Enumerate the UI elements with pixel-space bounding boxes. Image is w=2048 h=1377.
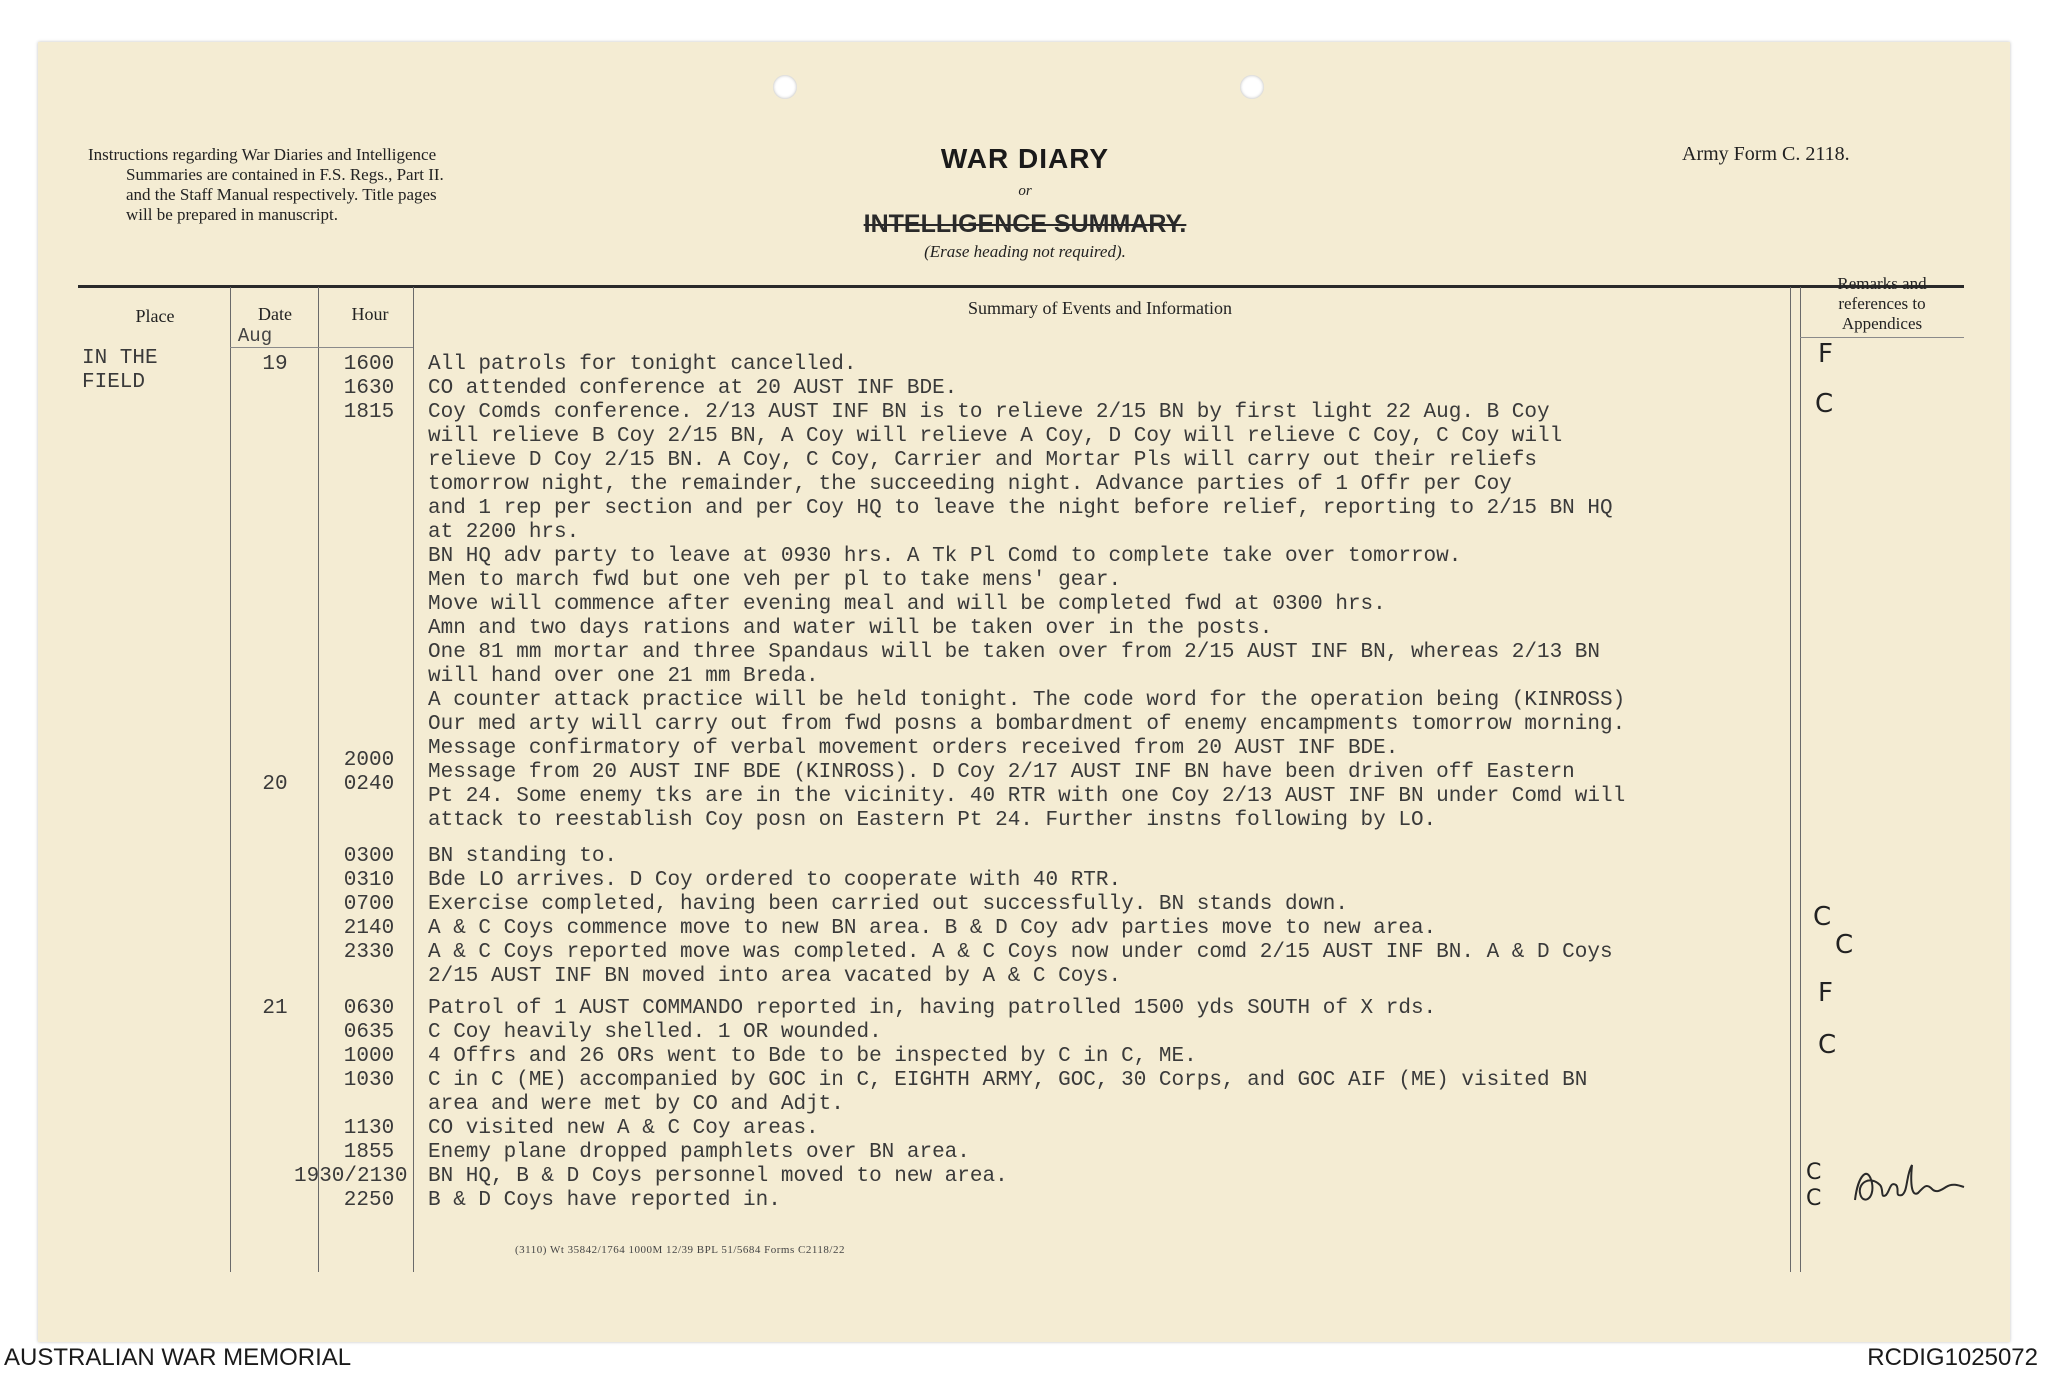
intelligence-summary-title: INTELLIGENCE SUMMARY. xyxy=(863,210,1187,238)
summary-line: at 2200 hrs. xyxy=(428,521,580,544)
summary-line: CO attended conference at 20 AUST INF BDE. xyxy=(428,377,958,400)
hour-cell: 0635 xyxy=(343,1021,395,1044)
summary-line: C in C (ME) accompanied by GOC in C, EIGHTH ARMY, GOC, 30 Corps, and GOC AIF (ME) visited BN xyxy=(428,1069,1588,1092)
date-cell: 21 xyxy=(262,997,288,1020)
instructions-line: and the Staff Manual respectively. Title pages xyxy=(126,185,437,204)
hour-cell: 2250 xyxy=(343,1189,395,1212)
summary-line: Message from 20 AUST INF BDE (KINROSS). D Coy 2/17 AUST INF BN have been driven off Eastern xyxy=(428,761,1575,784)
remark-mark: C xyxy=(1815,389,1834,419)
archive-label: AUSTRALIAN WAR MEMORIAL xyxy=(4,1344,352,1371)
summary-line: 4 Offrs and 26 ORs went to Bde to be inspected by C in C, ME. xyxy=(428,1045,1197,1068)
summary-line: Our med arty will carry out from fwd posns a bombardment of enemy encampments tomorrow morning. xyxy=(428,713,1626,736)
place-cell xyxy=(82,347,158,395)
hour-cell: 2000 xyxy=(343,749,395,772)
form-print-line: (3110) Wt 35842/1764 1000M 12/39 BPL 51/5684 Forms C2118/22 xyxy=(515,1244,845,1256)
summary-line: A & C Coys commence move to new BN area. B & D Coy adv parties move to new area. xyxy=(428,917,1437,940)
header-rule xyxy=(78,285,1964,288)
hour-cell: 0300 xyxy=(343,845,395,868)
summary-line: BN HQ, B & D Coys personnel moved to new area. xyxy=(428,1165,1008,1188)
instructions-text xyxy=(88,145,608,225)
summary-line: tomorrow night, the remainder, the succeeding night. Advance parties of 1 Offr per Coy xyxy=(428,473,1512,496)
summary-line: Enemy plane dropped pamphlets over BN area. xyxy=(428,1141,970,1164)
hour-cell: 1600 xyxy=(343,353,395,376)
remark-mark: C xyxy=(1818,1030,1837,1060)
summary-line: B & D Coys have reported in. xyxy=(428,1189,781,1212)
summary-line: Coy Comds conference. 2/13 AUST INF BN is to relieve 2/15 BN by first light 22 Aug. B Coy xyxy=(428,401,1550,424)
column-header-date: Date xyxy=(258,304,292,324)
army-form-label: Army Form C. 2118. xyxy=(1682,143,1850,165)
summary-line: Men to march fwd but one veh per pl to take mens' gear. xyxy=(428,569,1122,592)
summary-line: Exercise completed, having been carried out successfully. BN stands down. xyxy=(428,893,1348,916)
summary-line: Bde LO arrives. D Coy ordered to cooperate with 40 RTR. xyxy=(428,869,1122,892)
instructions-line: Summaries are contained in F.S. Regs., Part II. xyxy=(126,165,444,184)
or-text: or xyxy=(1018,183,1032,199)
summary-line: All patrols for tonight cancelled. xyxy=(428,353,857,376)
date-cell: 20 xyxy=(262,773,288,796)
hour-cell: 1930/2130 xyxy=(294,1165,408,1188)
remarks-header-line: Remarks and xyxy=(1837,274,1927,293)
handwritten-signature xyxy=(1850,1155,1970,1215)
hour-cell: 1130 xyxy=(343,1117,395,1140)
remark-mark: F xyxy=(1818,339,1833,369)
summary-line: Patrol of 1 AUST COMMANDO reported in, having patrolled 1500 yds SOUTH of X rds. xyxy=(428,997,1437,1020)
summary-line: 2/15 AUST INF BN moved into area vacated by A & C Coys. xyxy=(428,965,1122,988)
summary-line: BN standing to. xyxy=(428,845,618,868)
instructions-line: will be prepared in manuscript. xyxy=(126,205,338,224)
hour-cell: 1630 xyxy=(343,377,395,400)
hour-cell: 1815 xyxy=(343,401,395,424)
hour-cell: 1855 xyxy=(343,1141,395,1164)
remarks-header-line: Appendices xyxy=(1841,314,1923,333)
punch-hole xyxy=(773,75,797,99)
remark-mark: F xyxy=(1818,978,1833,1008)
column-divider xyxy=(413,287,414,1272)
summary-block xyxy=(428,353,1828,833)
summary-line: Pt 24. Some enemy tks are in the vicinity. 40 RTR with one Coy 2/13 AUST INF BN under Comd will xyxy=(428,785,1626,808)
hour-cell: 1030 xyxy=(343,1069,395,1092)
hour-cell: 0630 xyxy=(343,997,395,1020)
summary-line: and 1 rep per section and per Coy HQ to leave the night before relief, reporting to 2/15 BN HQ xyxy=(428,497,1613,520)
summary-line: attack to reestablish Coy posn on Eastern Pt 24. Further instns following by LO. xyxy=(428,809,1437,832)
summary-line: BN HQ adv party to leave at 0930 hrs. A Tk Pl Comd to complete take over tomorrow. xyxy=(428,545,1462,568)
column-divider xyxy=(318,287,319,1272)
header-underline xyxy=(230,347,413,348)
remarks-header-line: references to xyxy=(1838,294,1926,313)
archive-id: RCDIG1025072 xyxy=(1867,1344,2038,1371)
summary-line: A & C Coys reported move was completed. A & C Coys now under comd 2/15 AUST INF BN. A & D Coys xyxy=(428,941,1613,964)
column-header-remarks xyxy=(1800,274,1964,334)
summary-line: will relieve B Coy 2/15 BN, A Coy will relieve A Coy, D Coy will relieve C Coy, C Coy will xyxy=(428,425,1563,448)
summary-line: C Coy heavily shelled. 1 OR wounded. xyxy=(428,1021,882,1044)
column-header-hour: Hour xyxy=(351,304,389,324)
instructions-line: Instructions regarding War Diaries and Intelligence xyxy=(88,145,437,164)
summary-line: relieve D Coy 2/15 BN. A Coy, C Coy, Carrier and Mortar Pls will carry out their reliefs xyxy=(428,449,1537,472)
summary-line: Move will commence after evening meal and will be completed fwd at 0300 hrs. xyxy=(428,593,1386,616)
erase-note: (Erase heading not required). xyxy=(924,242,1126,261)
column-divider xyxy=(230,287,231,1272)
summary-line: Amn and two days rations and water will be taken over in the posts. xyxy=(428,617,1273,640)
page-title: WAR DIARY xyxy=(940,143,1110,174)
summary-line: One 81 mm mortar and three Spandaus will be taken over from 2/15 AUST INF BN, whereas 2/13 BN xyxy=(428,641,1600,664)
summary-line: CO visited new A & C Coy areas. xyxy=(428,1117,819,1140)
date-cell: 19 xyxy=(262,353,288,376)
punch-hole xyxy=(1240,75,1264,99)
hour-cell: 0240 xyxy=(343,773,395,796)
hour-cell: 2140 xyxy=(343,917,395,940)
remark-mark: C xyxy=(1806,1186,1822,1211)
remark-mark: C xyxy=(1806,1160,1822,1185)
summary-line: will hand over one 21 mm Breda. xyxy=(428,665,819,688)
summary-block xyxy=(428,845,1828,989)
column-header-month: Aug xyxy=(237,325,273,347)
place-line: FIELD xyxy=(82,371,146,394)
hour-cell: 2330 xyxy=(343,941,395,964)
header-underline xyxy=(1800,337,1964,338)
hour-cell: 0310 xyxy=(343,869,395,892)
remark-mark: C xyxy=(1813,902,1832,932)
summary-line: area and were met by CO and Adjt. xyxy=(428,1093,844,1116)
place-line: IN THE xyxy=(82,347,158,370)
summary-line: A counter attack practice will be held tonight. The code word for the operation being (KINROSS) xyxy=(428,689,1626,712)
remark-mark: C xyxy=(1835,930,1854,960)
column-header-place: Place xyxy=(135,306,175,326)
summary-line: Message confirmatory of verbal movement orders received from 20 AUST INF BDE. xyxy=(428,737,1399,760)
hour-cell: 0700 xyxy=(343,893,395,916)
hour-cell: 1000 xyxy=(343,1045,395,1068)
column-header-summary: Summary of Events and Information xyxy=(968,298,1232,318)
summary-block xyxy=(428,997,1828,1213)
